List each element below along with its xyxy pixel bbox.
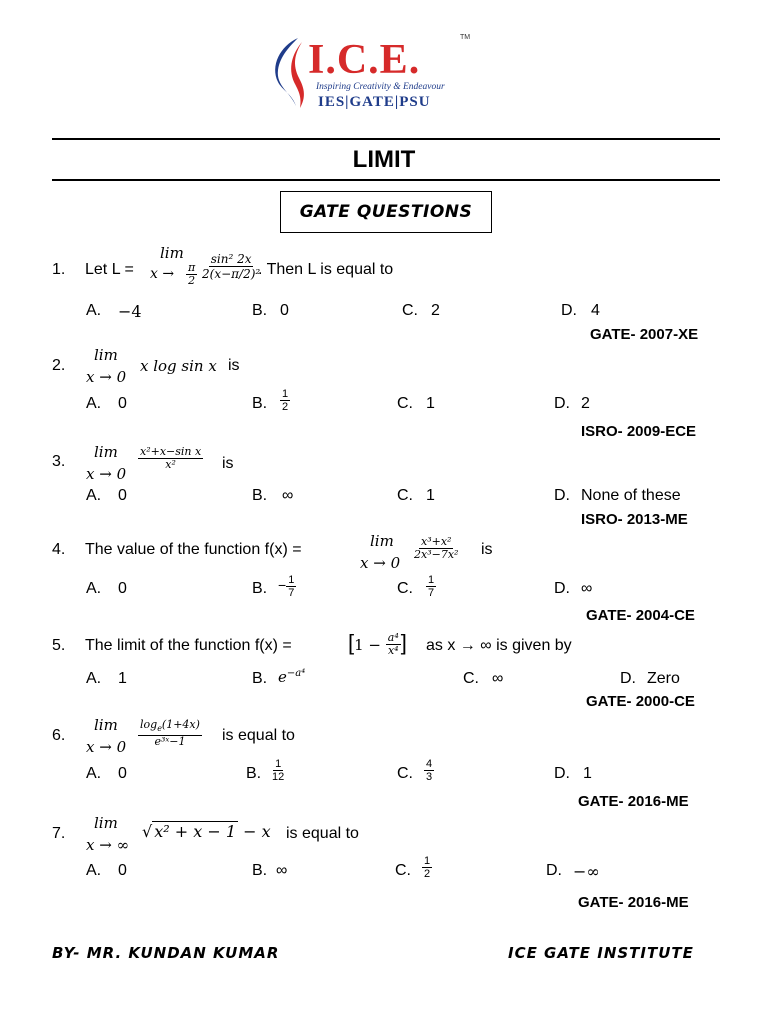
q4-opt-c-label: C. — [397, 580, 413, 597]
q5-opt-c-label: C. — [463, 670, 479, 687]
q1-opt-c-label: C. — [402, 302, 418, 319]
q4-number: 4. — [52, 541, 66, 558]
q6-opt-d-value: 1 — [583, 765, 592, 782]
q5-opt-a-label: A. — [86, 670, 102, 687]
title-rule-top — [52, 138, 720, 140]
q1-opt-d-value: 4 — [591, 302, 600, 319]
q3-lim: lim — [94, 443, 118, 461]
q4-opt-b-label: B. — [252, 580, 268, 597]
q7-opt-b-label: B. — [252, 862, 268, 879]
q6-expression: $\frac{\log_e(1+4x)}{\text{e³ˣ−1}}$ — [140, 718, 200, 749]
q3-opt-b-value: ∞ — [282, 487, 294, 504]
q4-opt-a-label: A. — [86, 580, 102, 597]
q5-opt-d-value: Zero — [647, 670, 680, 687]
q3-opt-d-label: D. — [554, 487, 570, 504]
section-title-box — [280, 191, 492, 233]
q2-opt-d-label: D. — [554, 395, 570, 412]
q2-number: 2. — [52, 357, 66, 374]
q6-opt-b-value: $\frac{1}{12}$ — [272, 758, 285, 783]
q4-opt-c-value: $\frac{1}{7}$ — [428, 574, 435, 599]
q6-opt-b-label: B. — [246, 765, 262, 782]
q3-opt-d-value: None of these — [581, 487, 681, 504]
q7-number: 7. — [52, 825, 66, 842]
q7-opt-c-value: $\frac{1}{2}$ — [424, 855, 431, 880]
q1-opt-c-value: 2 — [431, 302, 440, 319]
q5-expression: [1 − $\frac{\text{a⁴}}{\text{x⁴}}$ ] — [348, 630, 407, 657]
q1-suffix: . Then L is equal to — [258, 261, 394, 278]
q7-lim: lim — [94, 814, 118, 832]
logo-tm: TM — [460, 34, 471, 41]
logo — [262, 32, 482, 114]
q6-opt-c-value: $\frac{4}{3}$ — [426, 758, 433, 783]
q6-number: 6. — [52, 727, 66, 744]
q7-limit-approach: x → ∞ — [86, 836, 130, 854]
q5-source: GATE- 2000-CE — [586, 693, 695, 710]
q4-opt-a-value: 0 — [118, 580, 127, 597]
q4-opt-d-value: ∞ — [581, 580, 593, 597]
q3-number: 3. — [52, 453, 66, 470]
q3-opt-c-value: 1 — [426, 487, 435, 504]
q3-limit-approach: x → 0 — [86, 465, 127, 483]
q7-expression: √ x² + x − 1 − x — [142, 822, 271, 841]
q1-limit-approach: x → — [150, 266, 175, 282]
q3-opt-b-label: B. — [252, 487, 268, 504]
footer-institute: ICE GATE INSTITUTE — [508, 944, 694, 962]
q6-opt-a-label: A. — [86, 765, 102, 782]
q1-opt-b-value: 0 — [280, 302, 289, 319]
q6-suffix: is equal to — [222, 727, 295, 744]
q6-lim: lim — [94, 716, 118, 734]
q4-lim: lim — [370, 532, 394, 550]
footer-author: BY- MR. KUNDAN KUMAR — [52, 944, 280, 962]
q2-lim: lim — [94, 346, 118, 364]
q2-suffix: is — [228, 357, 240, 374]
q5-opt-b-label: B. — [252, 670, 268, 687]
q1-pi-over-2: $\frac{\pi}{2}$ — [188, 261, 196, 287]
q5-number: 5. — [52, 637, 66, 654]
q3-opt-a-label: A. — [86, 487, 102, 504]
q4-suffix: is — [481, 541, 493, 558]
q5-prefix: The limit of the function f(x) = — [85, 637, 292, 654]
q1-number: 1. — [52, 261, 66, 278]
q4-source: GATE- 2004-CE — [586, 607, 695, 624]
q2-opt-b-value: $\frac{1}{2}$ — [282, 388, 289, 413]
q3-opt-a-value: 0 — [118, 487, 127, 504]
q1-expression: $\frac{\text{sin² 2x}}{\text{2(x−π/2)²}}$ — [202, 252, 261, 281]
page-title: LIMIT — [352, 146, 416, 173]
q1-opt-a-value: −4 — [118, 302, 142, 321]
logo-sub: IES|GATE|PSU — [318, 94, 431, 110]
q5-suffix: as x → ∞ is given by — [426, 637, 572, 654]
q3-suffix: is — [222, 455, 234, 472]
q5-opt-c-value: ∞ — [492, 670, 504, 687]
q5-opt-a-value: 1 — [118, 670, 127, 687]
q3-opt-c-label: C. — [397, 487, 413, 504]
q2-opt-d-value: 2 — [581, 395, 590, 412]
q6-source: GATE- 2016-ME — [578, 793, 689, 810]
q4-expression: $\frac{\text{x³+x²}}{\text{2x³−7x²}}$ — [414, 535, 459, 561]
q7-opt-a-label: A. — [86, 862, 102, 879]
q6-limit-approach: x → 0 — [86, 738, 127, 756]
q2-source: ISRO- 2009-ECE — [581, 423, 697, 440]
q5-opt-d-label: D. — [620, 670, 636, 687]
q7-suffix: is equal to — [286, 825, 359, 842]
q5-opt-b-value: $e^{-a^4}$ — [278, 668, 306, 686]
logo-tagline: Inspiring Creativity & Endeavour — [316, 82, 445, 92]
q2-opt-a-label: A. — [86, 395, 102, 412]
q4-opt-b-value: − $\frac{1}{7}$ — [278, 574, 295, 599]
q1-opt-a-label: A. — [86, 302, 102, 319]
q1-opt-b-label: B. — [252, 302, 268, 319]
q2-limit-approach: x → 0 — [86, 368, 127, 386]
q3-expression: $\frac{\text{x²+x−sin x}}{\text{x²}}$ — [140, 445, 202, 471]
q2-opt-c-value: 1 — [426, 395, 435, 412]
q4-limit-approach: x → 0 — [360, 554, 401, 572]
q7-opt-d-value: −∞ — [573, 862, 600, 881]
q1-prefix: Let L = — [85, 261, 134, 278]
q1-source: GATE- 2007-XE — [590, 326, 699, 343]
title-rule-bottom — [52, 179, 720, 181]
q2-opt-b-label: B. — [252, 395, 268, 412]
section-title: GATE QUESTIONS — [299, 202, 473, 222]
q1-opt-d-label: D. — [561, 302, 577, 319]
q7-opt-a-value: 0 — [118, 862, 127, 879]
q3-source: ISRO- 2013-ME — [581, 511, 688, 528]
q4-opt-d-label: D. — [554, 580, 570, 597]
q1-lim: lim — [160, 244, 184, 262]
logo-brand: I.C.E. — [308, 37, 421, 83]
q7-opt-b-value: ∞ — [276, 862, 288, 879]
q4-prefix: The value of the function f(x) = — [85, 541, 302, 558]
q6-opt-c-label: C. — [397, 765, 413, 782]
q2-opt-c-label: C. — [397, 395, 413, 412]
q7-source: GATE- 2016-ME — [578, 894, 689, 911]
q6-opt-a-value: 0 — [118, 765, 127, 782]
q2-expression: x log sin x — [140, 357, 217, 375]
q6-opt-d-label: D. — [554, 765, 570, 782]
q2-opt-a-value: 0 — [118, 395, 127, 412]
q7-opt-c-label: C. — [395, 862, 411, 879]
q7-opt-d-label: D. — [546, 862, 562, 879]
